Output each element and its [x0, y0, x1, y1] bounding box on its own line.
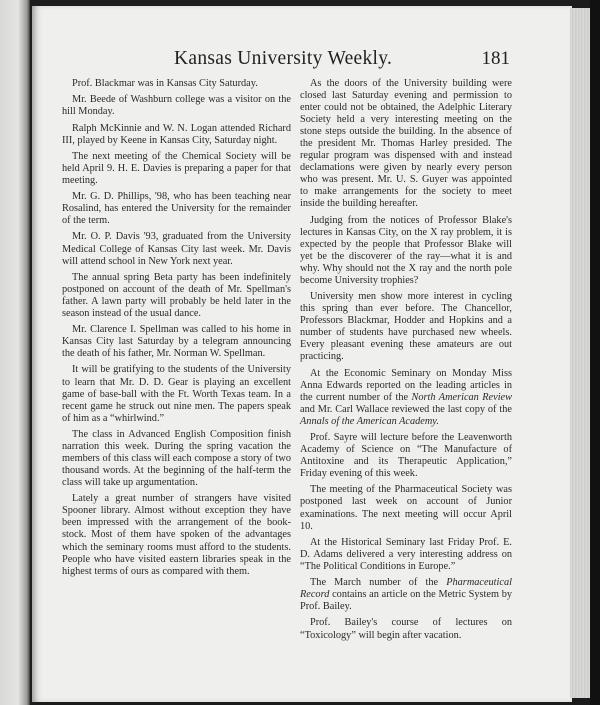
page-header — [62, 48, 510, 72]
paragraph-text: The meeting of the Pharmaceutical Society was postponed last week on account of Junior examinations. The next meeting will occur April 10. — [300, 484, 512, 532]
news-item — [300, 291, 512, 363]
news-item — [62, 324, 291, 360]
news-item — [62, 364, 291, 424]
news-item — [300, 78, 512, 211]
news-item — [300, 432, 512, 480]
previous-page-edge — [0, 0, 30, 705]
news-item — [62, 231, 291, 267]
paragraph-text: and Mr. Carl Wallace reviewed the last copy of the — [300, 403, 512, 415]
news-item — [300, 368, 512, 428]
page-stack-edge — [570, 8, 592, 698]
paragraph-text: It will be gratifying to the students of the University to learn that Mr. D. D. Gear is playing an excellent game of base-ball with the Ft. Worth Texas team. In a recent game he struck out nine men. The papers speak of him as a “whirlwind.” — [62, 364, 291, 424]
paragraph-text: The annual spring Beta party has been indefinitely postponed on account of the death of Mr. Spellman's father. A lawn party will probably be held later in the season instead of the usual dance. — [62, 271, 291, 319]
news-item — [300, 484, 512, 532]
news-item — [62, 429, 291, 489]
paragraph-text: Ralph McKinnie and W. N. Logan attended Richard III, played by Keene in Kansas City, Saturday night. — [62, 122, 291, 146]
paragraph-text: At the Historical Seminary last Friday Prof. E. D. Adams delivered a very interesting address on “The Political Conditions in Europe.” — [300, 536, 512, 572]
publication-title: Kansas University Weekly. — [174, 48, 393, 69]
news-item — [300, 577, 512, 613]
paragraph-text: University men show more interest in cycling this spring than ever before. The Chancellor, Professors Blackmar, Hodder and Hopkins and a number of students have purchased new wheels. Every pleasant evening these amateurs are out practicing. — [300, 291, 512, 363]
paragraph-text: Mr. O. P. Davis '93, graduated from the University Medical College of Kansas City last week. Mr. Davis will attend school in New York next year. — [62, 231, 291, 267]
news-item — [300, 617, 512, 641]
italic-title-text: Annals of the American Academy. — [300, 415, 439, 427]
paragraph-text: The March number of the — [310, 577, 447, 589]
paragraph-text: Mr. G. D. Phillips, '98, who has been teaching near Rosalind, has entered the University for the remainder of the term. — [62, 191, 291, 227]
news-item — [62, 272, 291, 320]
news-item — [62, 94, 291, 118]
paragraph-text: Judging from the notices of Professor Blake's lectures in Kansas City, on the X ray problem, it is expected by the people that Professor Blake will yet be the discoverer of the ray—what it is and why. Why should not the X ray and the north pole become University trophies? — [300, 214, 512, 286]
news-item — [62, 151, 291, 187]
paragraph-text: The class in Advanced English Composition finish narration this week. During the spring vacation the members of this class will each compose a story of two thousand words. At the beginning of the half-term the class will take up argumentation. — [62, 428, 291, 489]
background-edge — [590, 0, 600, 705]
news-item — [300, 215, 512, 287]
paragraph-text: Prof. Sayre will lecture before the Leavenworth Academy of Science on “The Manufacture of Antitoxine and its Therapeutic Application,” Friday evening of this week. — [300, 432, 512, 480]
italic-title-text: Pharmaceutical Record — [300, 577, 512, 601]
news-item — [62, 123, 291, 147]
news-item — [300, 537, 512, 573]
paragraph-text: contains an article on the Metric System by Prof. Bailey. — [300, 589, 512, 613]
page-number: 181 — [481, 48, 510, 69]
paragraph-text: Lately a great number of strangers have visited Spooner library. Almost without exception they have been impressed with the arrangement of the book-stock. Most of them have spoken of the advantages which the seminary rooms must afford to the students. People who have visited eastern libraries speak in the highest terms of ours as compared with them. — [62, 493, 291, 577]
news-item — [62, 493, 291, 577]
news-item — [62, 191, 291, 227]
paragraph-text: At the Economic Seminary on Monday Miss Anna Edwards reported on the leading articles in the current number of the — [300, 367, 512, 403]
italic-title-text: North American Review — [411, 391, 512, 403]
news-item — [62, 78, 291, 90]
right-column — [300, 78, 512, 646]
paragraph-text: The next meeting of the Chemical Society will be held April 9. H. E. Davies is preparing a paper for that meeting. — [62, 150, 291, 186]
paragraph-text: Prof. Bailey's course of lectures on “Toxicology” will begin after vacation. — [300, 617, 512, 641]
paragraph-text: Prof. Blackmar was in Kansas City Saturday. — [72, 78, 258, 89]
paragraph-text: As the doors of the University building were closed last Saturday evening and permission to enter could not be obtained, the Adelphic Literary Society held a very interesting meeting on the stone steps outside the building. In the absence of the president Mr. Thomas Harley presided. The regular program was dispensed with and instead declamations were given by nearly every person who was present. Mr. U. S. Guyer was appointed to make arrangements for the society to meet inside the building hereafter. — [300, 78, 512, 210]
left-column — [62, 78, 291, 582]
paragraph-text: Mr. Clarence I. Spellman was called to his home in Kansas City last Saturday by a telegram announcing the death of his father, Mr. Norman W. Spellman. — [62, 324, 291, 360]
paragraph-text: Mr. Beede of Washburn college was a visitor on the hill Monday. — [62, 94, 291, 118]
